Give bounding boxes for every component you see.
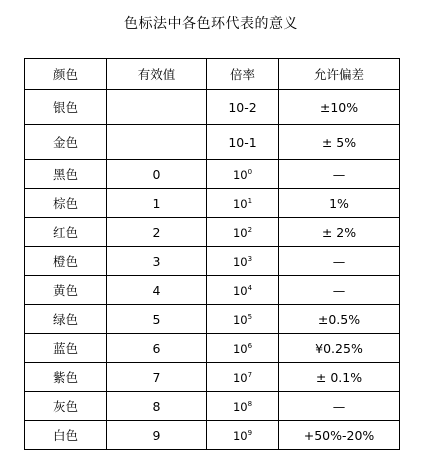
table-row bbox=[25, 334, 400, 363]
value-cell: 8 bbox=[107, 392, 207, 421]
multiplier-cell bbox=[207, 125, 279, 160]
value-cell: 4 bbox=[107, 276, 207, 305]
multiplier-base: 10 bbox=[232, 428, 248, 443]
multiplier-cell bbox=[207, 160, 279, 189]
multiplier-cell bbox=[207, 276, 279, 305]
value-cell: 7 bbox=[107, 363, 207, 392]
multiplier-base: 10 bbox=[232, 399, 248, 414]
color-cell: 白色 bbox=[25, 421, 107, 450]
tolerance-cell: +50%-20% bbox=[279, 421, 400, 450]
multiplier-exponent: 0 bbox=[247, 167, 253, 176]
multiplier-cell bbox=[207, 90, 279, 125]
multiplier-cell bbox=[207, 189, 279, 218]
color-band-table bbox=[24, 58, 400, 450]
table-header-row bbox=[25, 59, 400, 90]
multiplier-text: 10-1 bbox=[228, 134, 257, 150]
table-row bbox=[25, 189, 400, 218]
multiplier-cell bbox=[207, 305, 279, 334]
value-cell: 0 bbox=[107, 160, 207, 189]
table-row bbox=[25, 218, 400, 247]
multiplier-exponent: 2 bbox=[247, 225, 253, 234]
tolerance-cell: ±10% bbox=[279, 90, 400, 125]
table-row bbox=[25, 363, 400, 392]
table-row bbox=[25, 247, 400, 276]
multiplier-cell bbox=[207, 421, 279, 450]
table-row bbox=[25, 305, 400, 334]
multiplier-exponent: 9 bbox=[247, 428, 253, 437]
color-cell: 黄色 bbox=[25, 276, 107, 305]
color-cell: 红色 bbox=[25, 218, 107, 247]
table-row bbox=[25, 392, 400, 421]
multiplier-cell bbox=[207, 363, 279, 392]
multiplier-base: 10 bbox=[232, 196, 248, 211]
value-cell: 5 bbox=[107, 305, 207, 334]
color-cell: 蓝色 bbox=[25, 334, 107, 363]
color-cell: 黑色 bbox=[25, 160, 107, 189]
multiplier-base: 10 bbox=[232, 370, 248, 385]
value-cell: 3 bbox=[107, 247, 207, 276]
multiplier-exponent: 8 bbox=[247, 399, 253, 408]
multiplier-exponent: 1 bbox=[247, 196, 253, 205]
multiplier-exponent: 4 bbox=[247, 283, 253, 292]
tolerance-cell: ¥0.25% bbox=[279, 334, 400, 363]
tolerance-cell: — bbox=[279, 392, 400, 421]
header-value: 有效值 bbox=[107, 59, 207, 90]
multiplier-base: 10 bbox=[232, 283, 248, 298]
multiplier-cell bbox=[207, 247, 279, 276]
table-row bbox=[25, 160, 400, 189]
tolerance-cell: — bbox=[279, 276, 400, 305]
table-row bbox=[25, 276, 400, 305]
page-title: 色标法中各色环代表的意义 bbox=[124, 16, 298, 32]
table-row bbox=[25, 421, 400, 450]
multiplier-exponent: 3 bbox=[247, 254, 253, 263]
tolerance-cell: — bbox=[279, 160, 400, 189]
tolerance-cell: ±0.5% bbox=[279, 305, 400, 334]
value-cell: 9 bbox=[107, 421, 207, 450]
multiplier-exponent: 7 bbox=[247, 370, 253, 379]
header-color: 颜色 bbox=[25, 59, 107, 90]
value-cell: 1 bbox=[107, 189, 207, 218]
tolerance-cell: ± 5% bbox=[279, 125, 400, 160]
color-cell: 绿色 bbox=[25, 305, 107, 334]
multiplier-base: 10 bbox=[232, 312, 248, 327]
header-multiplier: 倍率 bbox=[207, 59, 279, 90]
multiplier-exponent: 5 bbox=[247, 312, 253, 321]
table-row bbox=[25, 90, 400, 125]
color-cell: 金色 bbox=[25, 125, 107, 160]
table-row bbox=[25, 125, 400, 160]
color-cell: 紫色 bbox=[25, 363, 107, 392]
header-tolerance: 允许偏差 bbox=[279, 59, 400, 90]
multiplier-base: 10 bbox=[232, 254, 248, 269]
tolerance-cell: ± 0.1% bbox=[279, 363, 400, 392]
value-cell: 6 bbox=[107, 334, 207, 363]
multiplier-cell bbox=[207, 334, 279, 363]
multiplier-exponent: 6 bbox=[247, 341, 253, 350]
multiplier-base: 10 bbox=[232, 167, 248, 182]
value-cell: 2 bbox=[107, 218, 207, 247]
color-cell: 灰色 bbox=[25, 392, 107, 421]
multiplier-cell bbox=[207, 218, 279, 247]
multiplier-base: 10 bbox=[232, 225, 248, 240]
tolerance-cell: ± 2% bbox=[279, 218, 400, 247]
multiplier-text: 10-2 bbox=[228, 99, 257, 115]
tolerance-cell: 1% bbox=[279, 189, 400, 218]
tolerance-cell: — bbox=[279, 247, 400, 276]
value-cell bbox=[107, 90, 207, 125]
color-cell: 银色 bbox=[25, 90, 107, 125]
color-cell: 橙色 bbox=[25, 247, 107, 276]
multiplier-base: 10 bbox=[232, 341, 248, 356]
multiplier-cell bbox=[207, 392, 279, 421]
color-cell: 棕色 bbox=[25, 189, 107, 218]
value-cell bbox=[107, 125, 207, 160]
